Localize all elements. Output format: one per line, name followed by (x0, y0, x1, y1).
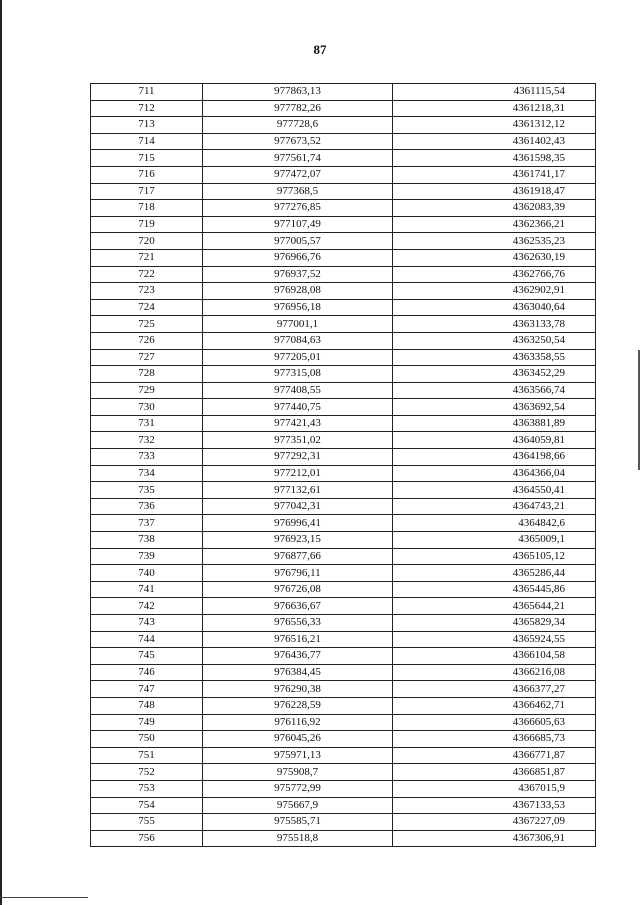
table-row (91, 349, 596, 366)
y-coordinate-cell: 4366771,87 (393, 747, 596, 764)
y-coordinate-cell: 4362083,39 (393, 200, 596, 217)
bottom-scan-line (0, 897, 88, 898)
table-row (91, 233, 596, 250)
x-coordinate-cell: 977005,57 (203, 233, 393, 250)
table-row (91, 133, 596, 150)
x-coordinate-cell: 975667,9 (203, 797, 393, 814)
x-coordinate-cell: 975585,71 (203, 814, 393, 831)
table-row (91, 316, 596, 333)
table-row (91, 482, 596, 499)
table-row (91, 117, 596, 134)
x-coordinate-cell: 977561,74 (203, 150, 393, 167)
point-number-cell: 722 (91, 266, 203, 283)
point-number-cell: 727 (91, 349, 203, 366)
x-coordinate-cell: 976516,21 (203, 631, 393, 648)
y-coordinate-cell: 4362630,19 (393, 249, 596, 266)
point-number-cell: 736 (91, 498, 203, 515)
point-number-cell: 745 (91, 648, 203, 665)
y-coordinate-cell: 4363566,74 (393, 382, 596, 399)
point-number-cell: 714 (91, 133, 203, 150)
table-row (91, 449, 596, 466)
table-row (91, 84, 596, 101)
table-row (91, 183, 596, 200)
y-coordinate-cell: 4361741,17 (393, 166, 596, 183)
y-coordinate-cell: 4361218,31 (393, 100, 596, 117)
x-coordinate-cell: 977351,02 (203, 432, 393, 449)
x-coordinate-cell: 976923,15 (203, 532, 393, 549)
table-row (91, 664, 596, 681)
x-coordinate-cell: 977440,75 (203, 399, 393, 416)
table-row (91, 216, 596, 233)
table-row (91, 548, 596, 565)
x-coordinate-cell: 975772,99 (203, 780, 393, 797)
table-row (91, 200, 596, 217)
y-coordinate-cell: 4362366,21 (393, 216, 596, 233)
point-number-cell: 712 (91, 100, 203, 117)
table-row (91, 166, 596, 183)
x-coordinate-cell: 975908,7 (203, 764, 393, 781)
point-number-cell: 752 (91, 764, 203, 781)
x-coordinate-cell: 977084,63 (203, 332, 393, 349)
x-coordinate-cell: 977001,1 (203, 316, 393, 333)
x-coordinate-cell: 977368,5 (203, 183, 393, 200)
y-coordinate-cell: 4367015,9 (393, 780, 596, 797)
point-number-cell: 749 (91, 714, 203, 731)
y-coordinate-cell: 4366851,87 (393, 764, 596, 781)
y-coordinate-cell: 4363250,54 (393, 332, 596, 349)
y-coordinate-cell: 4364059,81 (393, 432, 596, 449)
y-coordinate-cell: 4365286,44 (393, 565, 596, 582)
table-row (91, 283, 596, 300)
table-row (91, 714, 596, 731)
point-number-cell: 718 (91, 200, 203, 217)
point-number-cell: 716 (91, 166, 203, 183)
x-coordinate-cell: 976290,38 (203, 681, 393, 698)
point-number-cell: 737 (91, 515, 203, 532)
y-coordinate-cell: 4366104,58 (393, 648, 596, 665)
x-coordinate-cell: 977107,49 (203, 216, 393, 233)
coordinates-table-body (91, 84, 596, 847)
y-coordinate-cell: 4366685,73 (393, 731, 596, 748)
y-coordinate-cell: 4363040,64 (393, 299, 596, 316)
y-coordinate-cell: 4366605,63 (393, 714, 596, 731)
x-coordinate-cell: 977205,01 (203, 349, 393, 366)
point-number-cell: 721 (91, 249, 203, 266)
x-coordinate-cell: 977728,6 (203, 117, 393, 134)
x-coordinate-cell: 977315,08 (203, 366, 393, 383)
point-number-cell: 731 (91, 415, 203, 432)
table-row (91, 249, 596, 266)
point-number-cell: 711 (91, 84, 203, 101)
y-coordinate-cell: 4364842,6 (393, 515, 596, 532)
y-coordinate-cell: 4365924,55 (393, 631, 596, 648)
x-coordinate-cell: 977292,31 (203, 449, 393, 466)
y-coordinate-cell: 4365445,86 (393, 581, 596, 598)
table-row (91, 150, 596, 167)
x-coordinate-cell: 976556,33 (203, 615, 393, 632)
x-coordinate-cell: 976996,41 (203, 515, 393, 532)
y-coordinate-cell: 4367133,53 (393, 797, 596, 814)
y-coordinate-cell: 4365009,1 (393, 532, 596, 549)
point-number-cell: 735 (91, 482, 203, 499)
x-coordinate-cell: 976436,77 (203, 648, 393, 665)
table-row (91, 830, 596, 847)
coordinates-table (90, 83, 596, 847)
y-coordinate-cell: 4366216,08 (393, 664, 596, 681)
point-number-cell: 715 (91, 150, 203, 167)
y-coordinate-cell: 4363881,89 (393, 415, 596, 432)
x-coordinate-cell: 975971,13 (203, 747, 393, 764)
table-row (91, 100, 596, 117)
y-coordinate-cell: 4363358,55 (393, 349, 596, 366)
x-coordinate-cell: 976937,52 (203, 266, 393, 283)
y-coordinate-cell: 4362902,91 (393, 283, 596, 300)
point-number-cell: 728 (91, 366, 203, 383)
x-coordinate-cell: 977212,01 (203, 465, 393, 482)
x-coordinate-cell: 976928,08 (203, 283, 393, 300)
table-row (91, 598, 596, 615)
y-coordinate-cell: 4361918,47 (393, 183, 596, 200)
x-coordinate-cell: 977408,55 (203, 382, 393, 399)
x-coordinate-cell: 977673,52 (203, 133, 393, 150)
point-number-cell: 730 (91, 399, 203, 416)
point-number-cell: 738 (91, 532, 203, 549)
point-number-cell: 743 (91, 615, 203, 632)
point-number-cell: 724 (91, 299, 203, 316)
point-number-cell: 748 (91, 697, 203, 714)
table-row (91, 631, 596, 648)
point-number-cell: 720 (91, 233, 203, 250)
x-coordinate-cell: 976956,18 (203, 299, 393, 316)
table-row (91, 299, 596, 316)
x-coordinate-cell: 976045,26 (203, 731, 393, 748)
y-coordinate-cell: 4364198,66 (393, 449, 596, 466)
point-number-cell: 741 (91, 581, 203, 598)
table-row (91, 797, 596, 814)
table-row (91, 764, 596, 781)
x-coordinate-cell: 977863,13 (203, 84, 393, 101)
x-coordinate-cell: 976796,11 (203, 565, 393, 582)
y-coordinate-cell: 4361598,35 (393, 150, 596, 167)
y-coordinate-cell: 4363452,29 (393, 366, 596, 383)
x-coordinate-cell: 977421,43 (203, 415, 393, 432)
y-coordinate-cell: 4363133,78 (393, 316, 596, 333)
page-number: 87 (313, 42, 327, 57)
y-coordinate-cell: 4365105,12 (393, 548, 596, 565)
x-coordinate-cell: 976966,76 (203, 249, 393, 266)
table-row (91, 415, 596, 432)
point-number-cell: 747 (91, 681, 203, 698)
point-number-cell: 723 (91, 283, 203, 300)
x-coordinate-cell: 976636,67 (203, 598, 393, 615)
y-coordinate-cell: 4362766,76 (393, 266, 596, 283)
point-number-cell: 754 (91, 797, 203, 814)
x-coordinate-cell: 977042,31 (203, 498, 393, 515)
point-number-cell: 732 (91, 432, 203, 449)
point-number-cell: 753 (91, 780, 203, 797)
y-coordinate-cell: 4361115,54 (393, 84, 596, 101)
y-coordinate-cell: 4366377,27 (393, 681, 596, 698)
table-row (91, 266, 596, 283)
point-number-cell: 726 (91, 332, 203, 349)
table-row (91, 731, 596, 748)
y-coordinate-cell: 4367306,91 (393, 830, 596, 847)
x-coordinate-cell: 976877,66 (203, 548, 393, 565)
scan-edge-left (0, 0, 2, 905)
point-number-cell: 739 (91, 548, 203, 565)
table-row (91, 515, 596, 532)
y-coordinate-cell: 4361312,12 (393, 117, 596, 134)
table-row (91, 565, 596, 582)
point-number-cell: 717 (91, 183, 203, 200)
point-number-cell: 740 (91, 565, 203, 582)
y-coordinate-cell: 4365829,34 (393, 615, 596, 632)
table-row (91, 332, 596, 349)
y-coordinate-cell: 4362535,23 (393, 233, 596, 250)
x-coordinate-cell: 977132,61 (203, 482, 393, 499)
table-row (91, 681, 596, 698)
y-coordinate-cell: 4366462,71 (393, 697, 596, 714)
point-number-cell: 729 (91, 382, 203, 399)
y-coordinate-cell: 4365644,21 (393, 598, 596, 615)
point-number-cell: 713 (91, 117, 203, 134)
x-coordinate-cell: 976384,45 (203, 664, 393, 681)
point-number-cell: 744 (91, 631, 203, 648)
point-number-cell: 719 (91, 216, 203, 233)
point-number-cell: 733 (91, 449, 203, 466)
table-row (91, 432, 596, 449)
point-number-cell: 750 (91, 731, 203, 748)
table-row (91, 382, 596, 399)
x-coordinate-cell: 976726,08 (203, 581, 393, 598)
table-row (91, 615, 596, 632)
point-number-cell: 755 (91, 814, 203, 831)
x-coordinate-cell: 976228,59 (203, 697, 393, 714)
y-coordinate-cell: 4361402,43 (393, 133, 596, 150)
point-number-cell: 751 (91, 747, 203, 764)
table-row (91, 399, 596, 416)
point-number-cell: 725 (91, 316, 203, 333)
y-coordinate-cell: 4367227,09 (393, 814, 596, 831)
point-number-cell: 742 (91, 598, 203, 615)
table-row (91, 814, 596, 831)
x-coordinate-cell: 975518,8 (203, 830, 393, 847)
y-coordinate-cell: 4364550,41 (393, 482, 596, 499)
point-number-cell: 746 (91, 664, 203, 681)
x-coordinate-cell: 976116,92 (203, 714, 393, 731)
table-row (91, 747, 596, 764)
y-coordinate-cell: 4364366,04 (393, 465, 596, 482)
table-row (91, 532, 596, 549)
x-coordinate-cell: 977782,26 (203, 100, 393, 117)
x-coordinate-cell: 977472,07 (203, 166, 393, 183)
point-number-cell: 756 (91, 830, 203, 847)
x-coordinate-cell: 977276,85 (203, 200, 393, 217)
table-row (91, 366, 596, 383)
table-row (91, 498, 596, 515)
table-row (91, 697, 596, 714)
y-coordinate-cell: 4363692,54 (393, 399, 596, 416)
table-row (91, 581, 596, 598)
point-number-cell: 734 (91, 465, 203, 482)
table-row (91, 780, 596, 797)
table-row (91, 648, 596, 665)
y-coordinate-cell: 4364743,21 (393, 498, 596, 515)
table-row (91, 465, 596, 482)
